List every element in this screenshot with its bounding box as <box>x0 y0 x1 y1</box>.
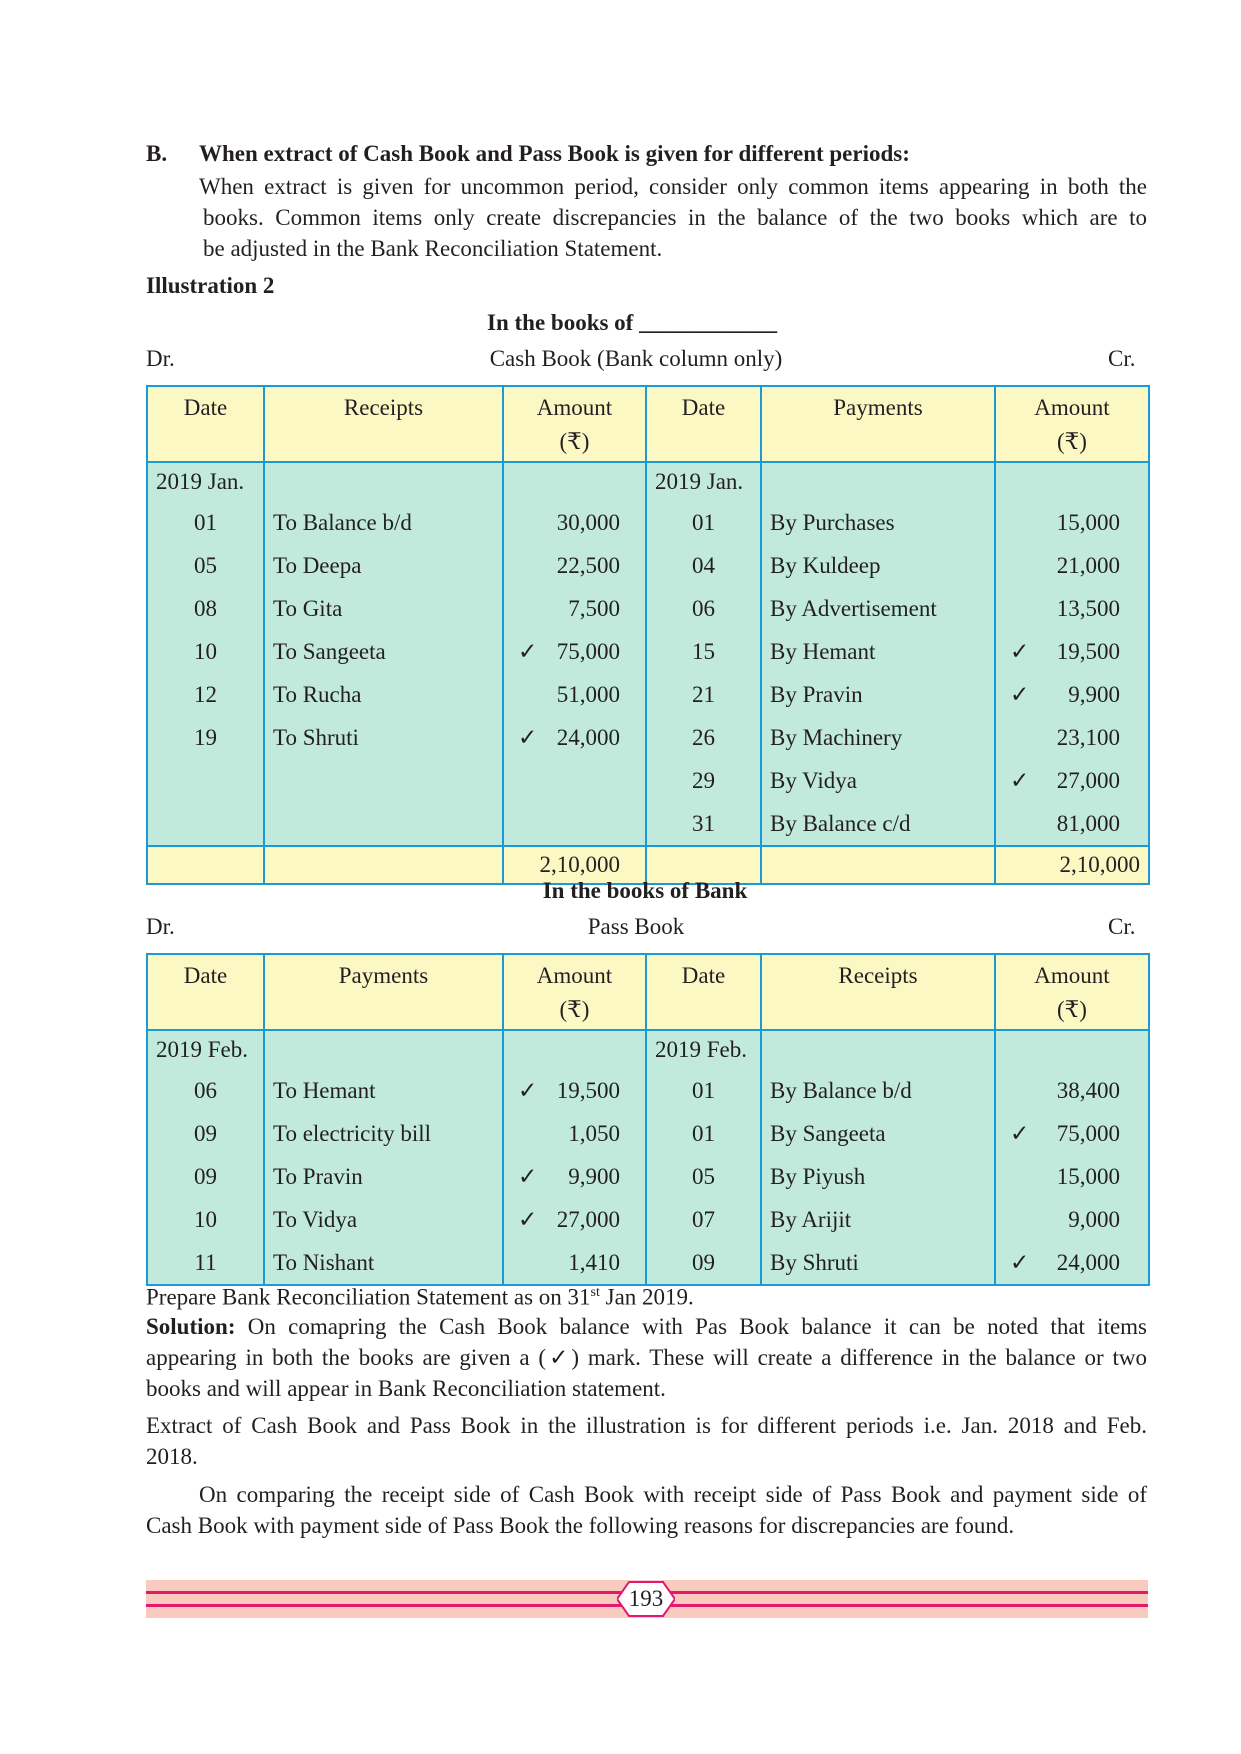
check-mark-icon: ✓ <box>1010 1120 1030 1146</box>
check-mark-icon <box>518 1121 548 1147</box>
amount-value: 51,000 <box>556 681 620 707</box>
check-mark-icon: ✓ <box>518 1206 538 1232</box>
amount-value: 9,900 <box>568 1163 620 1189</box>
amount-cell <box>995 673 1149 716</box>
check-mark-icon: ✓ <box>518 724 538 750</box>
pass-book-header-row <box>147 954 1149 1030</box>
particulars-cell: To Rucha <box>264 673 503 716</box>
check-mark-icon <box>1010 1078 1040 1104</box>
total-amount: 2,10,000 <box>995 846 1149 884</box>
table-row <box>147 1069 1149 1112</box>
amount-cell <box>503 1112 646 1155</box>
particulars-cell: By Arijit <box>761 1198 995 1241</box>
amount-value: 15,000 <box>1056 1163 1120 1189</box>
empty-cell <box>761 1030 995 1069</box>
pass-book-title: Pass Book <box>587 914 685 939</box>
rupee-symbol: (₹) <box>559 997 590 1022</box>
amount-cell <box>503 1198 646 1241</box>
amount-cell <box>995 630 1149 673</box>
amount-value: 21,000 <box>1056 552 1120 578</box>
date-cell: 06 <box>646 587 761 630</box>
amount-cell <box>995 716 1149 759</box>
amount-value: 19,500 <box>1056 638 1120 664</box>
year-label: 2019 Feb. <box>646 1030 761 1069</box>
particulars-cell: To Pravin <box>264 1155 503 1198</box>
amount-cell <box>503 501 646 544</box>
date-cell: 29 <box>646 759 761 802</box>
date-cell: 09 <box>147 1112 264 1155</box>
prepare-tail: Jan 2019. <box>599 1284 694 1310</box>
amount-cell <box>995 1155 1149 1198</box>
empty-cell <box>264 1030 503 1069</box>
particulars-cell: By Sangeeta <box>761 1112 995 1155</box>
amount-value: 38,400 <box>1056 1077 1120 1103</box>
table-row <box>147 1112 1149 1155</box>
date-cell: 10 <box>147 630 264 673</box>
pass-book-table <box>146 953 1150 1286</box>
year-label: 2019 Jan. <box>646 462 761 501</box>
amount-cell <box>995 1198 1149 1241</box>
check-mark-icon <box>1010 553 1040 579</box>
particulars-cell: To Deepa <box>264 544 503 587</box>
amount-cell <box>995 501 1149 544</box>
particulars-cell <box>264 802 503 846</box>
particulars-cell: By Purchases <box>761 501 995 544</box>
date-cell: 11 <box>147 1241 264 1285</box>
check-mark-icon: ✓ <box>1010 638 1030 664</box>
header-date: Date <box>147 954 264 1030</box>
check-mark-icon <box>518 596 548 622</box>
rupee-symbol: (₹) <box>1057 997 1087 1022</box>
header-date: Date <box>646 386 761 462</box>
date-cell: 01 <box>646 501 761 544</box>
check-mark-icon: ✓ <box>518 1163 538 1189</box>
amount-value: 22,500 <box>556 552 620 578</box>
check-mark-icon: ✓ <box>1010 681 1030 707</box>
pass-book-cr: Cr. <box>1108 914 1136 939</box>
particulars-cell: By Piyush <box>761 1155 995 1198</box>
particulars-cell: To electricity bill <box>264 1112 503 1155</box>
amount-value: 7,500 <box>568 595 620 621</box>
particulars-cell: To Sangeeta <box>264 630 503 673</box>
table-row <box>147 501 1149 544</box>
amount-cell <box>503 544 646 587</box>
amount-value: 1,050 <box>568 1120 620 1146</box>
date-cell <box>147 759 264 802</box>
header-amount <box>503 386 646 462</box>
pass-book-dr: Dr. <box>146 914 175 939</box>
amount-cell <box>995 544 1149 587</box>
check-mark-icon <box>518 510 548 536</box>
amount-value: 9,000 <box>1068 1206 1120 1232</box>
pass-book-rows <box>147 1069 1149 1285</box>
table-row <box>147 716 1149 759</box>
section-heading: When extract of Cash Book and Pass Book is given for different periods: <box>199 141 910 166</box>
particulars-cell: By Hemant <box>761 630 995 673</box>
table-row <box>147 587 1149 630</box>
particulars-cell: To Gita <box>264 587 503 630</box>
amount-cell <box>995 802 1149 846</box>
amount-cell <box>995 1069 1149 1112</box>
empty-cell <box>761 462 995 501</box>
cash-book-books-of: In the books of ____________ <box>487 310 778 335</box>
section-paragraph-line-2: books. Common items only create discrepancies in the balance of the two books which are to <box>203 205 1147 230</box>
amount-cell <box>503 1069 646 1112</box>
particulars-cell: By Kuldeep <box>761 544 995 587</box>
amount-value: 9,900 <box>1068 681 1120 707</box>
date-cell: 04 <box>646 544 761 587</box>
header-date: Date <box>646 954 761 1030</box>
amount-cell <box>995 1241 1149 1285</box>
cash-book-rows <box>147 501 1149 846</box>
date-cell: 31 <box>646 802 761 846</box>
amount-value: 81,000 <box>1056 810 1120 836</box>
check-mark-icon <box>518 1250 548 1276</box>
header-amount-label: Amount <box>536 963 613 988</box>
particulars-cell: By Shruti <box>761 1241 995 1285</box>
particulars-cell: By Balance c/d <box>761 802 995 846</box>
extract-line-1: Extract of Cash Book and Pass Book in the illustration is for different periods i.e. Jan. 2018 and Feb. <box>146 1413 1147 1438</box>
cash-book-title: Cash Book (Bank column only) <box>489 346 783 371</box>
amount-value: 27,000 <box>1056 767 1120 793</box>
check-mark-icon <box>518 553 548 579</box>
amount-value: 30,000 <box>556 509 620 535</box>
particulars-cell: To Hemant <box>264 1069 503 1112</box>
date-cell: 06 <box>147 1069 264 1112</box>
amount-cell <box>503 587 646 630</box>
cash-book-year-row <box>147 462 1149 501</box>
amount-cell <box>503 673 646 716</box>
header-amount <box>995 386 1149 462</box>
pass-book-year-row <box>147 1030 1149 1069</box>
particulars-cell: By Balance b/d <box>761 1069 995 1112</box>
header-payments: Payments <box>761 386 995 462</box>
amount-value: 1,410 <box>568 1249 620 1275</box>
check-mark-icon: ✓ <box>518 638 538 664</box>
check-mark-icon <box>1010 1207 1040 1233</box>
check-mark-icon <box>1010 811 1040 837</box>
table-row <box>147 1155 1149 1198</box>
empty-cell <box>264 462 503 501</box>
check-mark-icon <box>518 682 548 708</box>
cash-book-header-row <box>147 386 1149 462</box>
date-cell: 01 <box>646 1069 761 1112</box>
amount-value: 19,500 <box>556 1077 620 1103</box>
particulars-cell <box>264 759 503 802</box>
particulars-cell: To Vidya <box>264 1198 503 1241</box>
check-mark-icon <box>1010 510 1040 536</box>
header-receipts: Receipts <box>761 954 995 1030</box>
solution-label: Solution: <box>146 1314 236 1339</box>
header-payments: Payments <box>264 954 503 1030</box>
solution-text-1: On comapring the Cash Book balance with Pas Book balance it can be noted that items <box>247 1314 1148 1339</box>
amount-value: 24,000 <box>556 724 620 750</box>
date-cell: 05 <box>646 1155 761 1198</box>
cash-book-cr: Cr. <box>1108 346 1136 371</box>
amount-cell <box>503 1155 646 1198</box>
particulars-cell: To Shruti <box>264 716 503 759</box>
empty-cell <box>995 462 1149 501</box>
cash-book-dr: Dr. <box>146 346 175 371</box>
check-mark-icon <box>1010 725 1040 751</box>
particulars-cell: By Pravin <box>761 673 995 716</box>
solution-line-3: books and will appear in Bank Reconciliation statement. <box>146 1376 666 1401</box>
header-amount <box>995 954 1149 1030</box>
check-mark-icon <box>1010 596 1040 622</box>
date-cell: 19 <box>147 716 264 759</box>
particulars-cell: To Balance b/d <box>264 501 503 544</box>
solution-line-1 <box>146 1312 1147 1342</box>
prepare-sup: st <box>590 1285 600 1300</box>
amount-value: 27,000 <box>556 1206 620 1232</box>
amount-value: 75,000 <box>1056 1120 1120 1146</box>
date-cell: 09 <box>646 1241 761 1285</box>
empty-cell <box>503 462 646 501</box>
rupee-symbol: (₹) <box>559 429 590 454</box>
check-mark-icon <box>1010 1164 1040 1190</box>
section-paragraph-line-1: When extract is given for uncommon period, consider only common items appearing in both the <box>199 174 1147 199</box>
section-label: B. <box>146 141 168 166</box>
rupee-symbol: (₹) <box>1057 429 1087 454</box>
date-cell: 26 <box>646 716 761 759</box>
particulars-cell: By Advertisement <box>761 587 995 630</box>
amount-value: 15,000 <box>1056 509 1120 535</box>
comparing-line-1: On comparing the receipt side of Cash Book with receipt side of Pass Book and payment side of <box>199 1482 1147 1507</box>
table-row <box>147 759 1149 802</box>
illustration-title: Illustration 2 <box>146 273 275 298</box>
page-number: 193 <box>628 1586 664 1611</box>
particulars-cell: By Machinery <box>761 716 995 759</box>
solution-line-2: appearing in both the books are given a (✓) mark. These will create a difference in the balance or two <box>146 1345 1147 1370</box>
date-cell: 07 <box>646 1198 761 1241</box>
amount-cell <box>995 1112 1149 1155</box>
date-cell: 08 <box>147 587 264 630</box>
date-cell: 12 <box>147 673 264 716</box>
table-row <box>147 1198 1149 1241</box>
total-amount: 2,10,000 <box>503 846 646 884</box>
date-cell: 01 <box>646 1112 761 1155</box>
check-mark-icon: ✓ <box>1010 767 1030 793</box>
header-amount-label: Amount <box>1034 963 1110 988</box>
amount-cell <box>995 587 1149 630</box>
cash-book-table <box>146 385 1150 885</box>
amount-value: 13,500 <box>1056 595 1120 621</box>
header-amount-label: Amount <box>536 395 613 420</box>
header-date: Date <box>147 386 264 462</box>
date-cell: 21 <box>646 673 761 716</box>
amount-cell <box>503 630 646 673</box>
extract-line-2: 2018. <box>146 1444 198 1469</box>
date-cell: 15 <box>646 630 761 673</box>
pass-book-books-of: In the books of Bank <box>542 878 748 903</box>
date-cell <box>147 802 264 846</box>
header-amount <box>503 954 646 1030</box>
header-receipts: Receipts <box>264 386 503 462</box>
check-mark-icon: ✓ <box>1010 1249 1030 1275</box>
amount-value: 24,000 <box>1056 1249 1120 1275</box>
particulars-cell: To Nishant <box>264 1241 503 1285</box>
header-amount-label: Amount <box>1034 395 1110 420</box>
table-row <box>147 802 1149 846</box>
year-label: 2019 Feb. <box>147 1030 264 1069</box>
section-paragraph-line-3: be adjusted in the Bank Reconciliation Statement. <box>203 236 663 261</box>
amount-cell <box>995 759 1149 802</box>
check-mark-icon: ✓ <box>518 1077 538 1103</box>
prepare-text: Prepare Bank Reconciliation Statement as on 31 <box>146 1284 591 1310</box>
year-label: 2019 Jan. <box>147 462 264 501</box>
table-row <box>147 630 1149 673</box>
amount-cell <box>503 716 646 759</box>
table-row <box>147 673 1149 716</box>
date-cell: 05 <box>147 544 264 587</box>
amount-cell <box>503 802 646 846</box>
particulars-cell: By Vidya <box>761 759 995 802</box>
table-row <box>147 544 1149 587</box>
empty-cell <box>995 1030 1149 1069</box>
date-cell: 01 <box>147 501 264 544</box>
amount-value: 75,000 <box>556 638 620 664</box>
comparing-line-2: Cash Book with payment side of Pass Book the following reasons for discrepancies are found. <box>146 1513 1015 1538</box>
empty-cell <box>503 1030 646 1069</box>
amount-value: 23,100 <box>1056 724 1120 750</box>
date-cell: 10 <box>147 1198 264 1241</box>
amount-cell <box>503 759 646 802</box>
date-cell: 09 <box>147 1155 264 1198</box>
prepare-instruction <box>146 1278 694 1313</box>
